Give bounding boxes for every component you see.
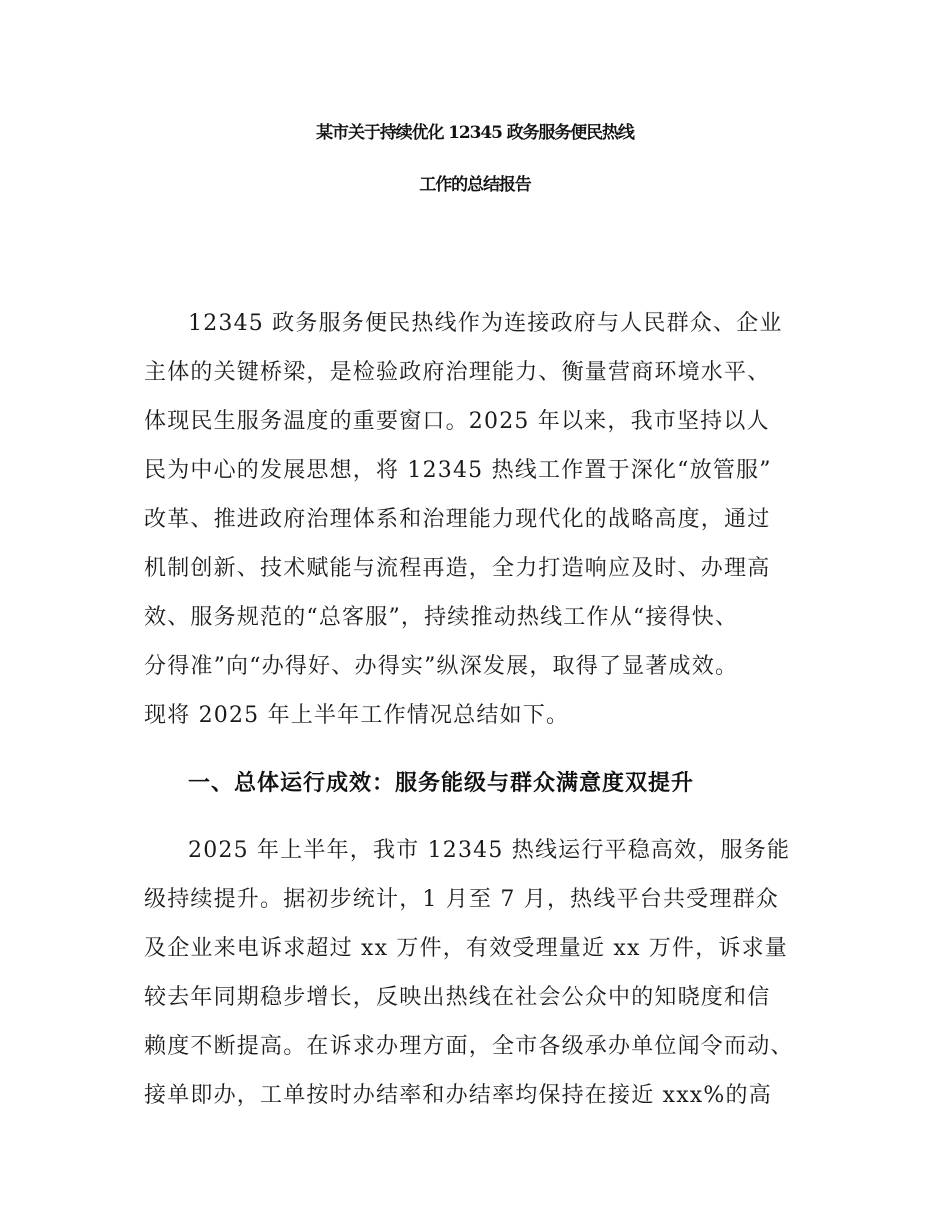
section-1-line-1: 2025 年上半年，我市 12345 热线运行平稳高效，服务能 (188, 838, 791, 863)
intro-line-2: 主体的关键桥梁，是检验政府治理能力、衡量营商环境水平、 (144, 360, 771, 385)
document-title-line-2: 工作的总结报告 (419, 175, 531, 195)
document-title-line-1: 某市关于持续优化 12345 政务服务便民热线 (316, 123, 634, 143)
intro-line-6: 机制创新、技术赋能与流程再造，全力打造响应及时、办理高 (144, 556, 771, 581)
intro-line-5: 改革、推进政府治理体系和治理能力现代化的战略高度，通过 (144, 507, 771, 532)
intro-line-3: 体现民生服务温度的重要窗口。2025 年以来，我市坚持以人 (144, 409, 770, 434)
section-1-line-3: 及企业来电诉求超过 xx 万件，有效受理量近 xx 万件，诉求量 (144, 936, 789, 961)
section-1-line-4: 较去年同期稳步增长，反映出热线在社会公众中的知晓度和信 (144, 985, 771, 1010)
section-1-heading: 一、总体运行成效：服务能级与群众满意度双提升 (188, 771, 695, 796)
intro-line-9: 现将 2025 年上半年工作情况总结如下。 (144, 703, 570, 728)
section-1-line-5: 赖度不断提高。在诉求办理方面，全市各级承办单位闻令而动、 (144, 1034, 794, 1059)
section-1-line-2: 级持续提升。据初步统计，1 月至 7 月，热线平台共受理群众 (144, 887, 779, 912)
section-1-line-6: 接单即办，工单按时办结率和办结率均保持在接近 xxx%的高 (144, 1083, 772, 1108)
intro-line-7: 效、服务规范的“总客服”，持续推动热线工作从“接得快、 (144, 605, 739, 630)
intro-line-1: 12345 政务服务便民热线作为连接政府与人民群众、企业 (188, 311, 783, 336)
intro-line-4: 民为中心的发展思想，将 12345 热线工作置于深化“放管服” (144, 458, 772, 483)
intro-line-8: 分得准”向“办得好、办得实”纵深发展，取得了显著成效。 (144, 654, 739, 679)
